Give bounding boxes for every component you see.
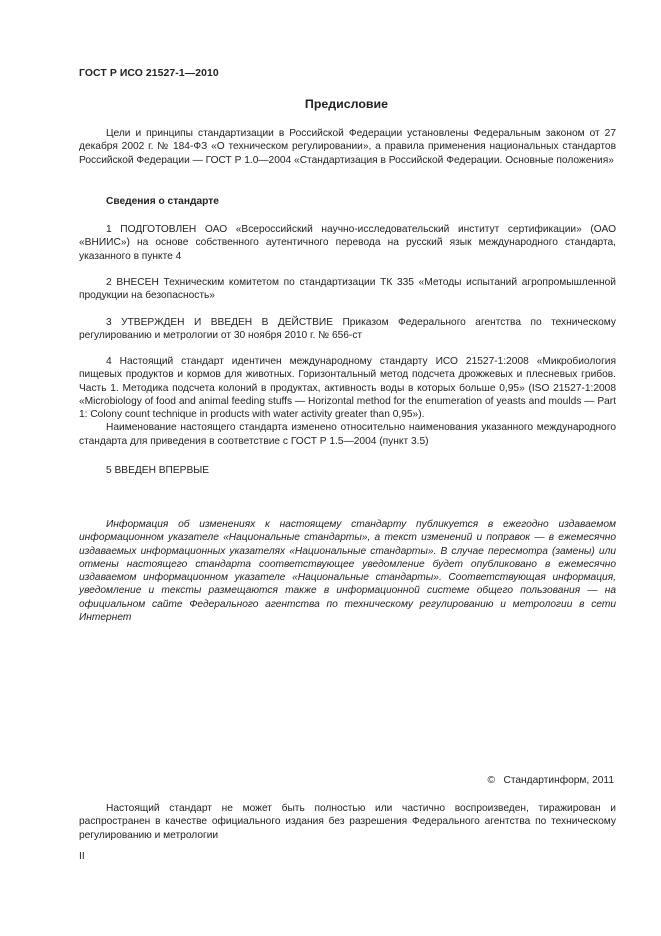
item-3-block (79, 316, 616, 343)
item-5-paragraph: 5 ВВЕДЕН ВПЕРВЫЕ (106, 465, 210, 476)
intro-paragraph-block (79, 127, 616, 167)
standard-info-heading: Сведения о стандарте (106, 196, 219, 207)
copyright-line: © Стандартинформ, 2011 (487, 775, 614, 786)
document-code-header: ГОСТ Р ИСО 21527-1—2010 (79, 68, 219, 79)
item-3-paragraph: 3 УТВЕРЖДЕН И ВВЕДЕН В ДЕЙСТВИЕ Приказом Федерального агентства по техническому регулированию и метрологии от 30 ноября 2010 г. № 656-ст (79, 317, 616, 342)
item-1-block (79, 223, 616, 263)
item-4-block (79, 355, 616, 448)
page-title: Предисловие (304, 97, 389, 111)
notice-block (79, 518, 616, 624)
item-4-paragraph: 4 Настоящий стандарт идентичен международному стандарту ИСО 21527-1:2008 «Микробиология пищевых продуктов и кормов для животных. Горизонтальный метод подсчета дрожжевых и плесневых грибов. Часть 1. Методика подсчета колоний в продуктах, активность воды в которых больше 0,95» (ISO 21527-1:2008 «Microbiology of food and animal feeding stuffs — Horizontal method for the enumeration of yeasts and moulds — Part 1: Colony count technique in products with water activity greater than 0,95»). (79, 356, 616, 421)
item-2-block (79, 276, 616, 303)
item-5-block (79, 464, 616, 477)
intro-paragraph: Цели и принципы стандартизации в Российской Федерации установлены Федеральным законом от 27 декабря 2002 г. № 184-ФЗ «О техническом регулировании», а правила применения национальных стандартов Российской Федерации — ГОСТ Р 1.0—2004 «Стандартизация в Российской Федерации. Основные положения» (79, 128, 616, 166)
reproduction-paragraph: Настоящий стандарт не может быть полностью или частично воспроизведен, тиражирован и распространен в качестве официального издания без разрешения Федерального агентства по техническому регулированию и метрологии (79, 803, 616, 841)
item-4-note-paragraph: Наименование настоящего стандарта изменено относительно наименования указанного международного стандарта для приведения в соответствие с ГОСТ Р 1.5—2004 (пункт 3.5) (79, 422, 616, 447)
notice-paragraph: Информация об изменениях к настоящему стандарту публикуется в ежегодно издаваемом информационном указателе «Национальные стандарты», а текст изменений и поправок — в ежемесячно издаваемых информационных указателях «Национальные стандарты». В случае пересмотра (замены) или отмены настоящего стандарта соответствующее уведомление будет опубликовано в ежемесячно издаваемом информационном указателе «Национальные стандарты». Соответствующая информация, уведомление и тексты размещаются также в информационной системе общего пользования — на официальном сайте Федерального агентства по техническому регулированию и метрологии в сети Интернет (79, 519, 616, 624)
page-number: II (79, 851, 85, 862)
item-1-paragraph: 1 ПОДГОТОВЛЕН ОАО «Всероссийский научно-исследовательский институт сертификации» (ОАО «ВНИИС») на основе собственного аутентичного перевода на русский язык международного стандарта, указанного в пункте 4 (79, 224, 616, 262)
item-2-paragraph: 2 ВНЕСЕН Техническим комитетом по стандартизации ТК 335 «Методы испытаний агропромышленной продукции на безопасность» (79, 277, 616, 302)
reproduction-block (79, 802, 616, 842)
